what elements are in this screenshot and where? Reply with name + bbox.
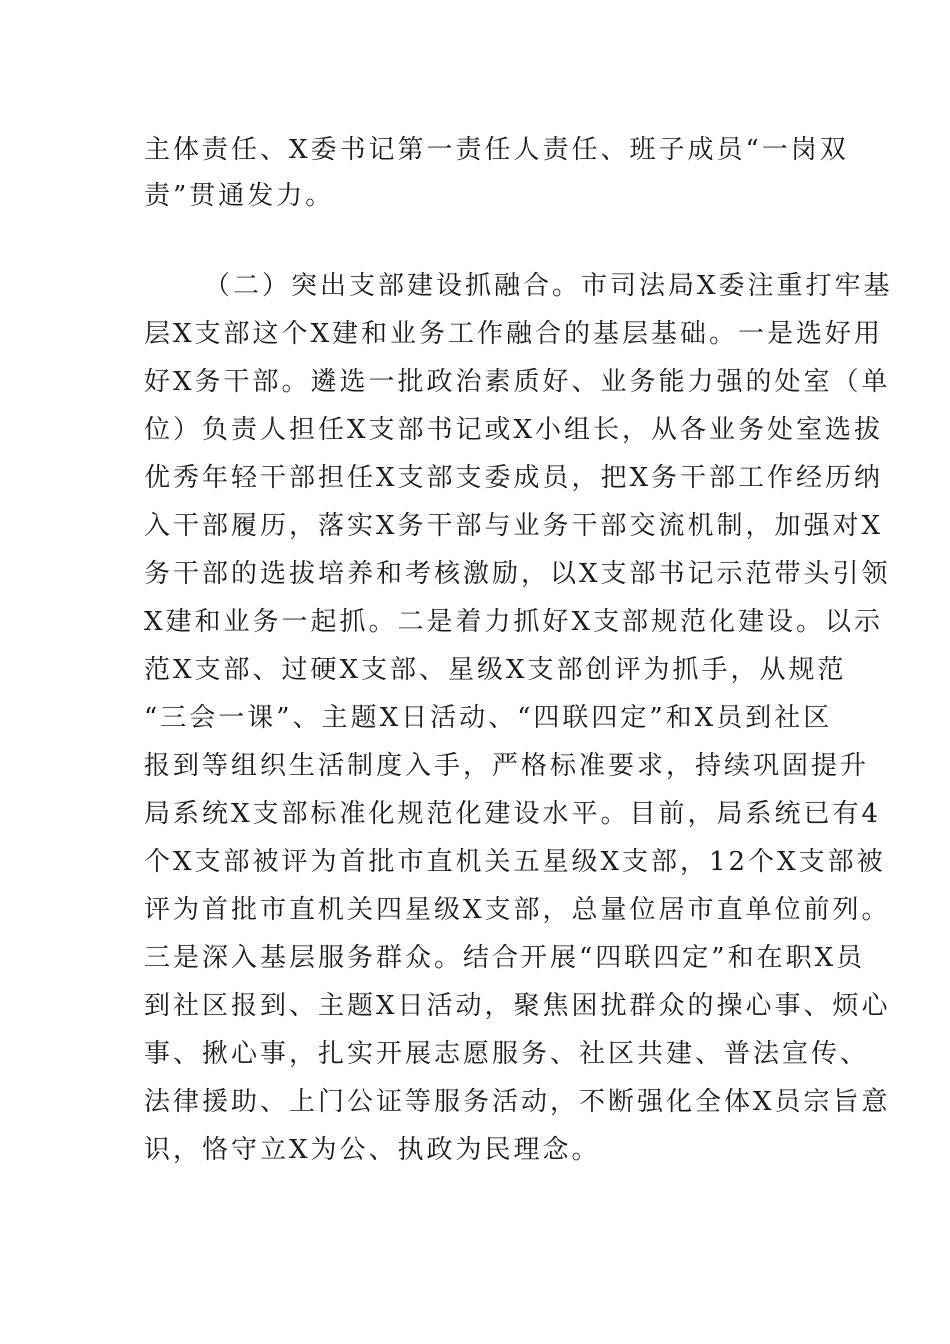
paragraph-2-line-8: X建和业务一起抓。二是着力抓好X支部规范化建设。以示 xyxy=(144,607,884,637)
paragraph-2-line-9: 范X支部、过硬X支部、星级X支部创评为抓手，从规范 xyxy=(144,655,847,685)
paragraph-1-line-2: 责”贯通发力。 xyxy=(144,181,335,211)
paragraph-1-line-1: 主体责任、X委书记第一责任人责任、班子成员“一岗双 xyxy=(144,135,849,165)
paragraph-2-line-18: 法律援助、上门公证等服务活动，不断强化全体X员宗旨意 xyxy=(144,1087,891,1117)
paragraph-2-line-6: 入干部履历，落实X务干部与业务干部交流机制，加强对X xyxy=(144,511,884,541)
paragraph-2-line-7: 务干部的选拔培养和考核激励，以X支部书记示范带头引领 xyxy=(144,559,891,589)
paragraph-2-line-16: 到社区报到、主题X日活动，聚焦困扰群众的操心事、烦心 xyxy=(144,991,891,1021)
paragraph-2-line-2: 层X支部这个X建和业务工作融合的基层基础。一是选好用 xyxy=(144,319,884,349)
paragraph-2-line-5: 优秀年轻干部担任X支部支委成员，把X务干部工作经历纳 xyxy=(144,463,884,493)
paragraph-2-line-3: 好X务干部。遴选一批政治素质好、业务能力强的处室（单 xyxy=(144,367,891,397)
paragraph-2-line-13: 个X支部被评为首批市直机关五星级X支部，12个X支部被 xyxy=(144,847,886,877)
paragraph-2-line-1: （二）突出支部建设抓融合。市司法局X委注重打牢基 xyxy=(204,271,893,301)
paragraph-2-line-12: 局系统X支部标准化规范化建设水平。目前，局系统已有4 xyxy=(144,799,882,829)
paragraph-2-line-17: 事、揪心事，扎实开展志愿服务、社区共建、普法宣传、 xyxy=(144,1039,870,1069)
paragraph-2-line-11: 报到等组织生活制度入手，严格标准要求，持续巩固提升 xyxy=(144,751,870,781)
paragraph-2-line-15: 三是深入基层服务群众。结合开展“四联四定”和在职X员 xyxy=(144,943,866,973)
paragraph-2-line-14: 评为首批市直机关四星级X支部，总量位居市直单位前列。 xyxy=(144,895,891,925)
paragraph-2-line-4: 位）负责人担任X支部书记或X小组长，从各业务处室选拔 xyxy=(144,415,884,445)
paragraph-2-line-10: “三会一课”、主题X日活动、“四联四定”和X员到社区 xyxy=(144,703,833,733)
paragraph-2-line-19: 识，恪守立X为公、执政为民理念。 xyxy=(144,1135,601,1165)
